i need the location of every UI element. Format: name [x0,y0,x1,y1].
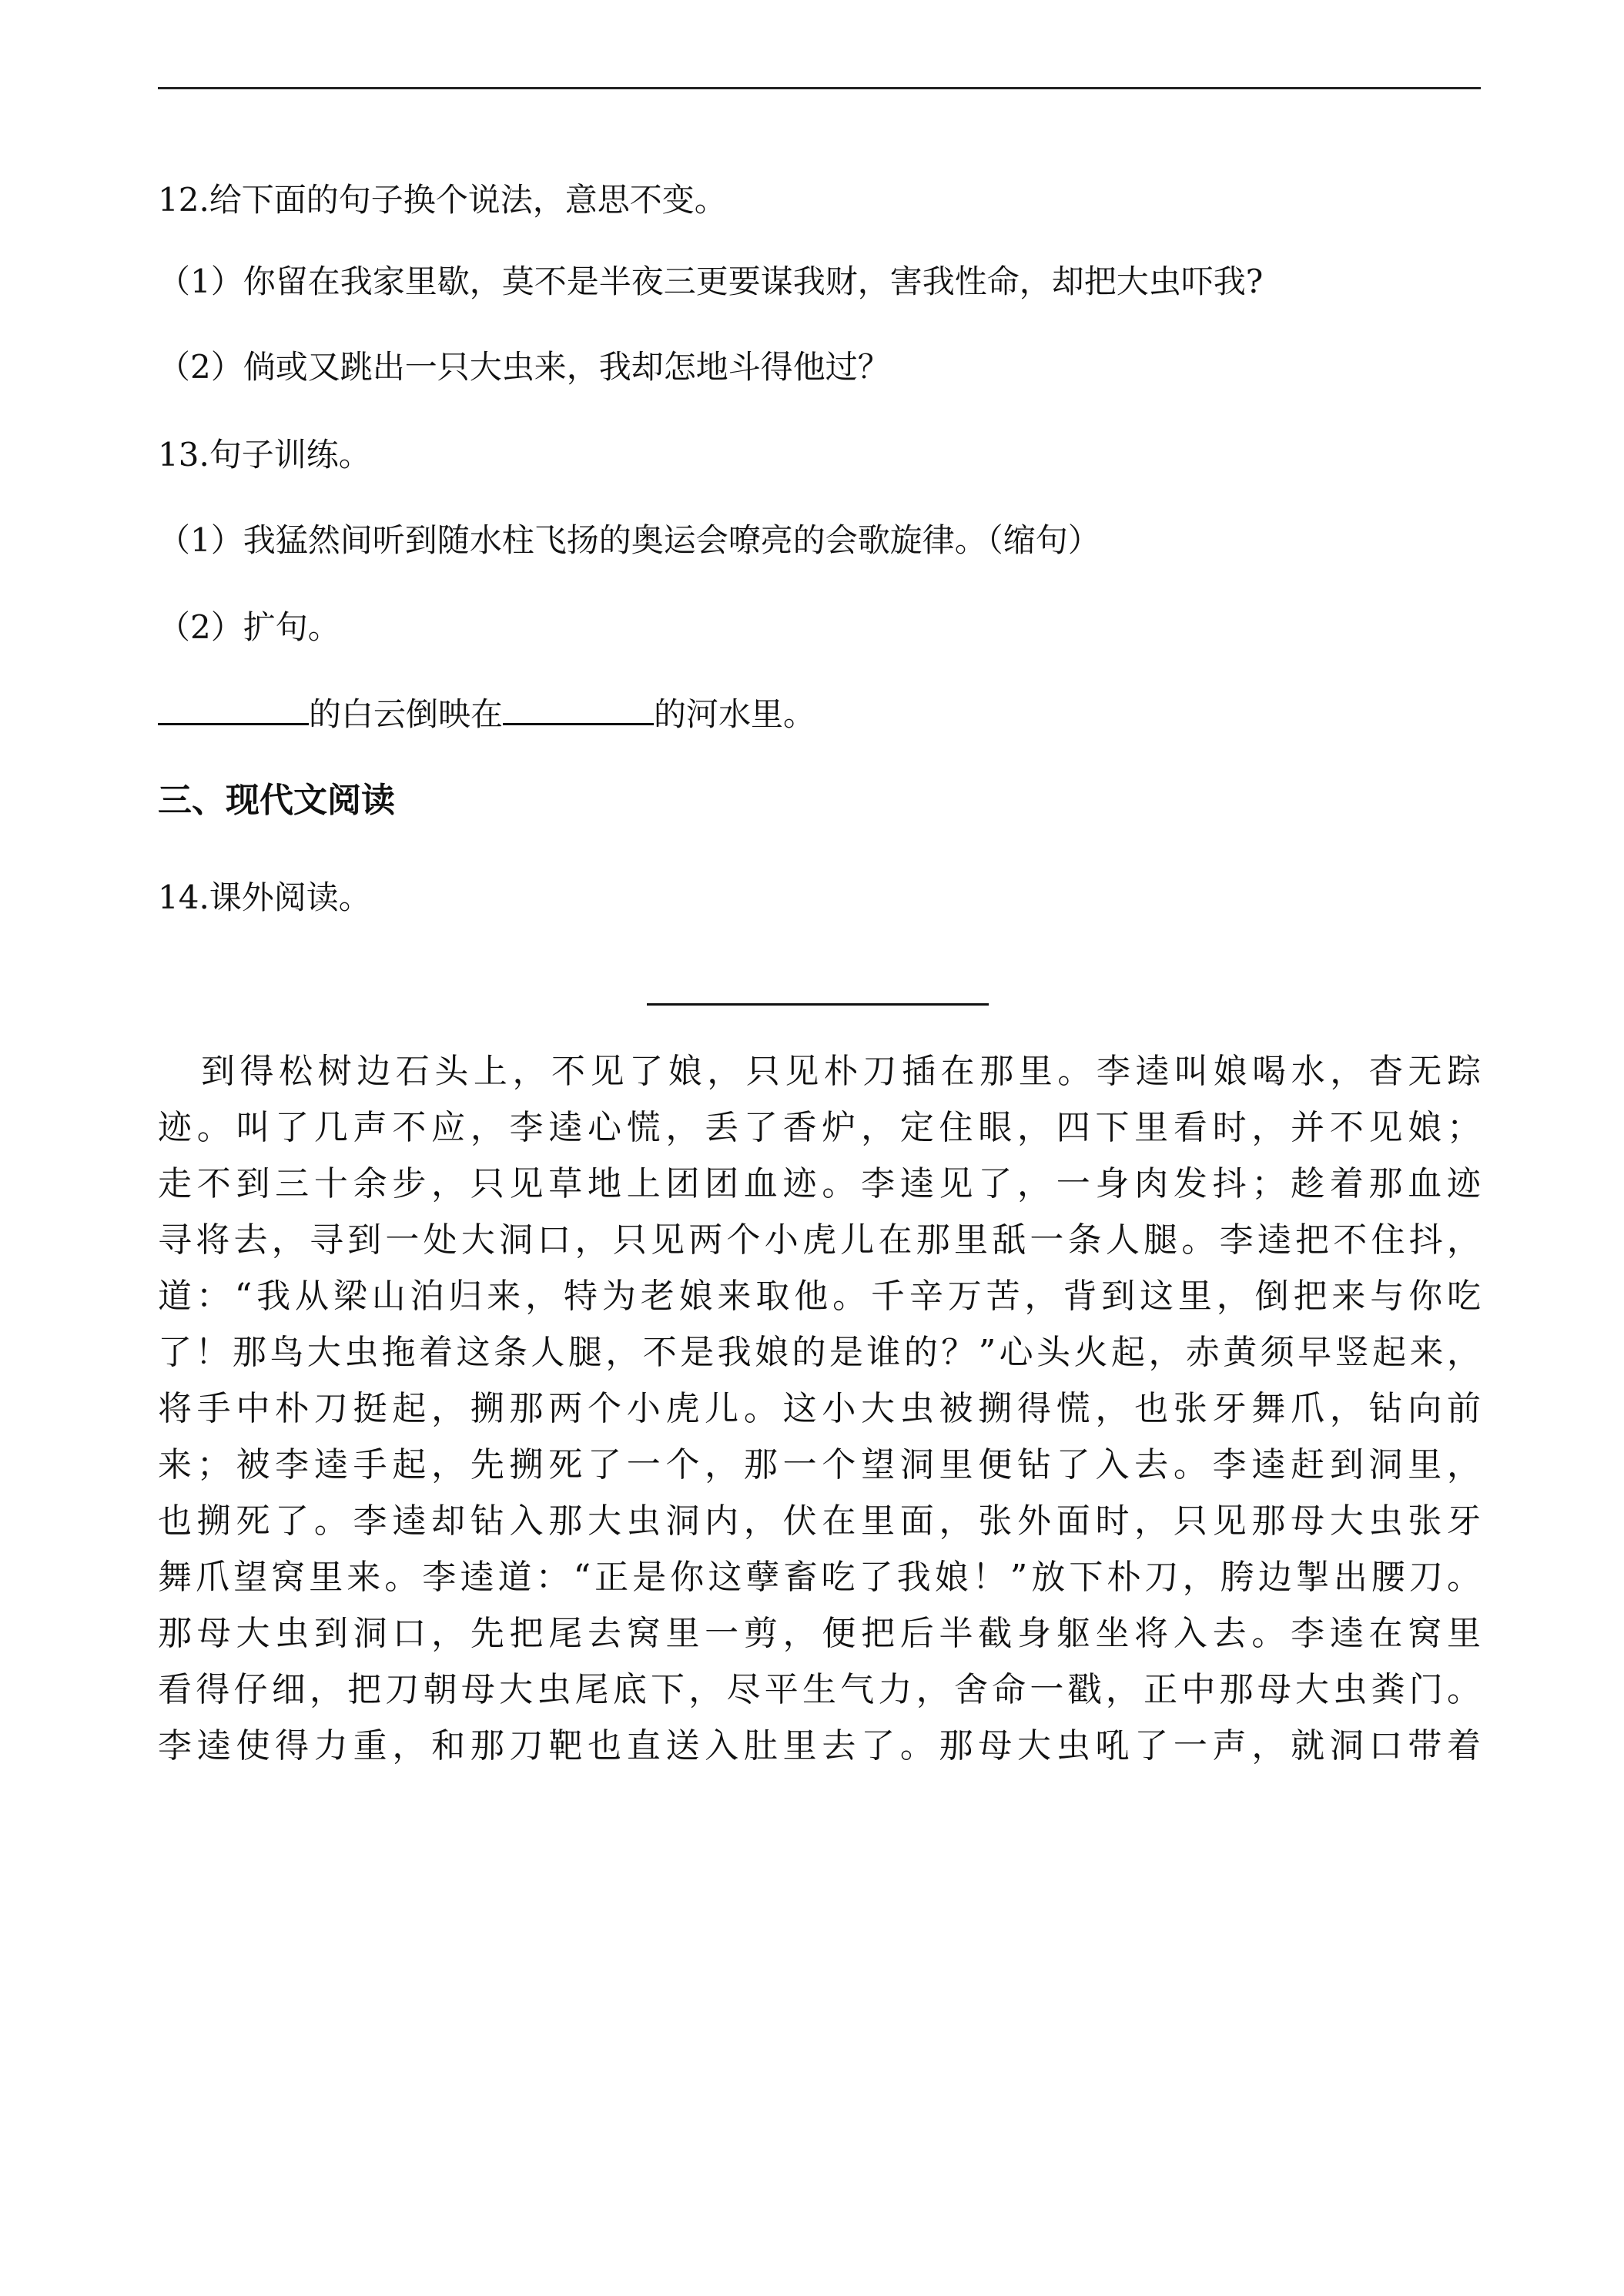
passage-line: 来；被李逵手起，先搠死了一个，那一个望洞里便钻了入去。李逵赶到洞里， [158,1445,1481,1484]
passage-line: 到得松树边石头上，不见了娘，只见朴刀插在那里。李逵叫娘喝水，杳无踪 [201,1052,1481,1091]
answer-blank-2[interactable] [503,723,654,725]
passage-line: 李逵使得力重，和那刀靶也直送入肚里去了。那母大虫吼了一声，就洞口带着 [158,1726,1481,1766]
passage-line: 也搠死了。李逵却钻入那大虫洞内，伏在里面，张外面时，只见那母大虫张牙 [158,1501,1481,1541]
passage-line: 走不到三十余步，只见草地上团团血迹。李逵见了，一身肉发抖；趁着那血迹 [158,1164,1481,1203]
passage-line: 迹。叫了几声不应，李逵心慌，丢了香炉，定住眼，四下里看时，并不见娘； [158,1108,1481,1147]
passage-line: 舞爪望窝里来。李逵道：“正是你这孽畜吃了我娘！”放下朴刀，胯边掣出腰刀。 [158,1558,1481,1597]
q13-fill-part1: 的白云倒映在 [309,695,504,733]
q13-fill-sentence [158,693,815,736]
passage-line: 看得仔细，把刀朝母大虫尾底下，尽平生气力，舍命一戳，正中那母大虫粪门。 [158,1670,1481,1709]
answer-blank-1[interactable] [158,723,309,725]
q13-fill-part2: 的河水里。 [654,695,816,733]
q13-item2: （2）扩句。 [158,608,340,646]
q12-item1: （1）你留在我家里歇，莫不是半夜三更要谋我财，害我性命，却把大虫吓我? [158,263,1264,300]
passage-line: 道：“我从梁山泊归来，特为老娘来取他。千辛万苦，背到这里，倒把来与你吃 [158,1277,1481,1316]
header-rule [158,87,1481,89]
q12-item2: （2）倘或又跳出一只大虫来，我却怎地斗得他过？ [158,348,890,386]
passage-line: 那母大虫到洞口，先把尾去窝里一剪，便把后半截身躯坐将入去。李逵在窝里 [158,1614,1481,1653]
passage-line: 了！那鸟大虫拖着这条人腿，不是我娘的是谁的？”心头火起，赤黄须早竖起来， [158,1333,1481,1372]
q12-title: 12.给下面的句子换个说法，意思不变。 [158,181,727,219]
section-heading: 三、现代文阅读 [158,781,395,820]
passage-line: 寻将去，寻到一处大洞口，只见两个小虎儿在那里舐一条人腿。李逵把不住抖， [158,1220,1481,1260]
q13-title: 13.句子训练。 [158,436,371,474]
q13-item1: （1）我猛然间听到随水柱飞扬的奥运会嘹亮的会歌旋律。（缩句） [158,521,1100,559]
passage-title-blank[interactable] [647,1003,989,1006]
passage-line: 将手中朴刀挺起，搠那两个小虎儿。这小大虫被搠得慌，也张牙舞爪，钻向前 [158,1389,1481,1428]
reading-passage [158,1043,1481,1774]
q14-title: 14.课外阅读。 [158,879,371,916]
